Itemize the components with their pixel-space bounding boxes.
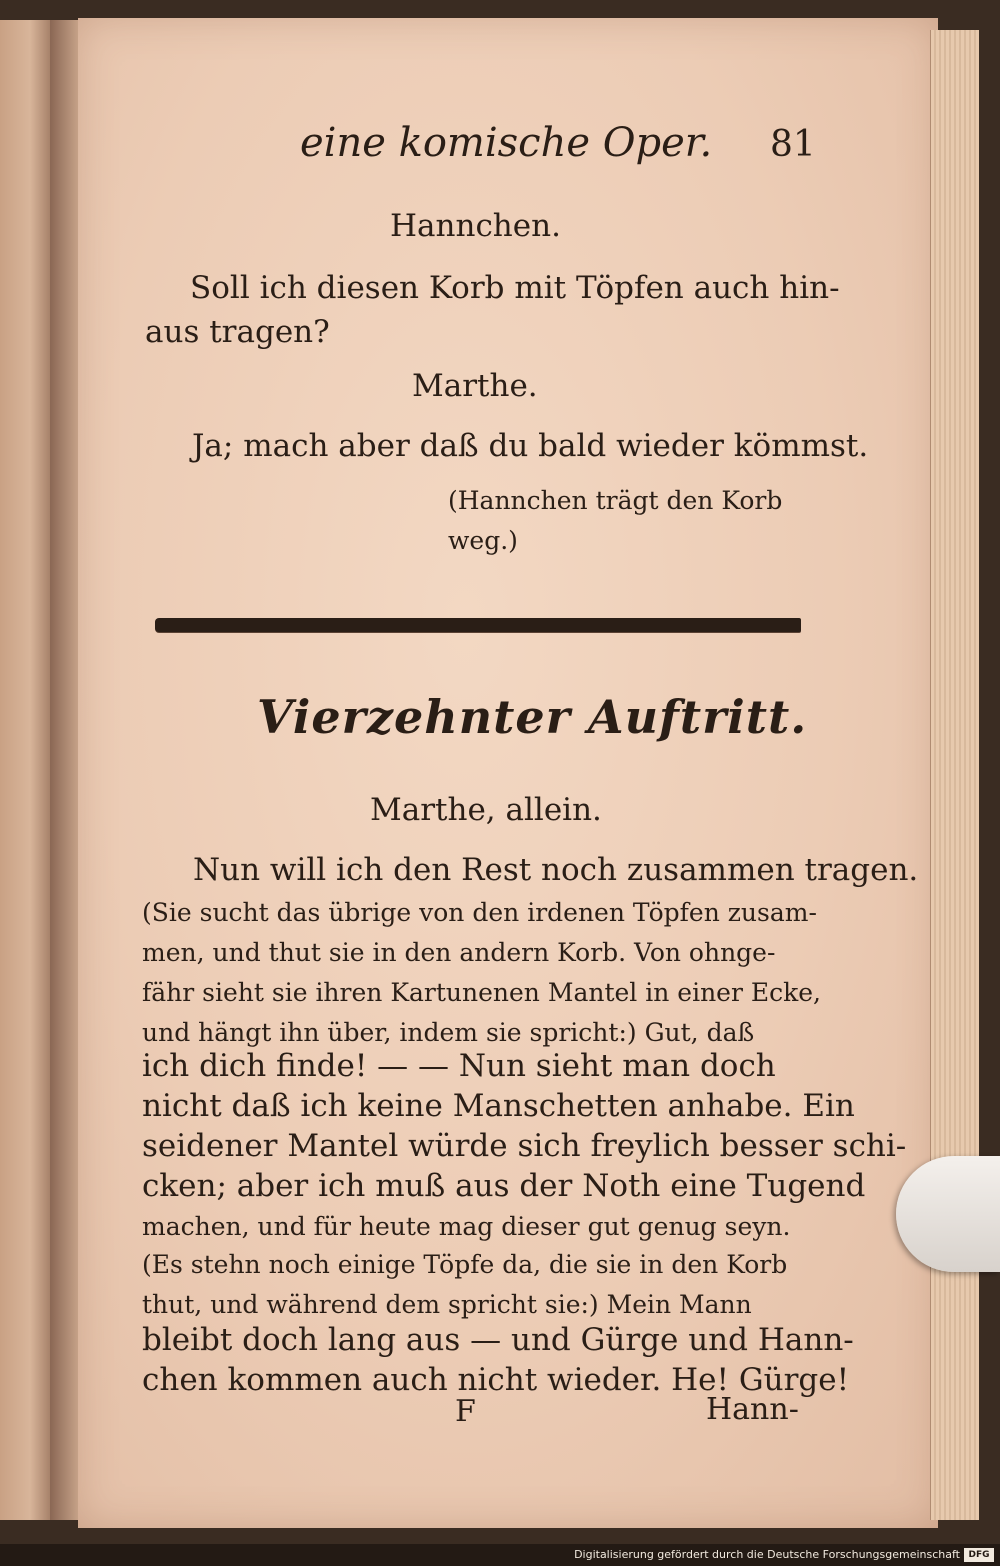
text-line: ich dich finde! — — Nun sieht man doch	[142, 1048, 776, 1084]
text-line: Nun will ich den Rest noch zusammen tragen.	[193, 852, 919, 888]
text-line: bleibt doch lang aus — und Gürge und Hann-	[142, 1322, 854, 1358]
text-line: men, und thut sie in den andern Korb. Von ohnge-	[142, 938, 776, 967]
scene-title: Vierzehnter Auftritt.	[257, 690, 808, 744]
footer-credit: Digitalisierung gefördert durch die Deutsche Forschungsgemeinschaft	[574, 1548, 960, 1561]
text-line: seidener Mantel würde sich freylich besser schi-	[142, 1128, 907, 1164]
text-line: nicht daß ich keine Manschetten anhabe. Ein	[142, 1088, 855, 1124]
dialogue-line: Ja; mach aber daß du bald wieder kömmst.	[192, 428, 869, 464]
page-clip	[896, 1156, 1000, 1272]
stage-direction: weg.)	[448, 526, 518, 555]
text-line: cken; aber ich muß aus der Noth eine Tugend	[142, 1168, 866, 1204]
text-line: machen, und für heute mag dieser gut genug seyn.	[142, 1212, 791, 1241]
left-page-edge	[0, 20, 52, 1520]
page-stack-edges	[930, 30, 979, 1520]
page-number: 81	[770, 124, 816, 165]
text-line: und hängt ihn über, indem sie spricht:) Gut, daß	[142, 1018, 755, 1047]
speaker-hannchen: Hannchen.	[390, 208, 561, 244]
text-line: chen kommen auch nicht wieder. He! Gürge!	[142, 1362, 850, 1398]
scene-subtitle: Marthe, allein.	[370, 792, 602, 828]
dialogue-line: Soll ich diesen Korb mit Töpfen auch hin-	[190, 270, 840, 306]
book-gutter	[50, 20, 80, 1520]
running-head: eine komische Oper.	[300, 120, 713, 166]
dialogue-line: aus tragen?	[145, 314, 330, 350]
text-line: fähr sieht sie ihren Kartunenen Mantel in einer Ecke,	[142, 978, 822, 1007]
text-line: (Sie sucht das übrige von den irdenen Töpfen zusam-	[142, 898, 817, 927]
speaker-marthe: Marthe.	[412, 368, 538, 404]
stage-direction: (Hannchen trägt den Korb	[448, 486, 783, 515]
ornamental-rule	[155, 618, 801, 632]
text-line: (Es stehn noch einige Töpfe da, die sie in den Korb	[142, 1250, 788, 1279]
signature-mark: F	[455, 1394, 476, 1429]
text-line: thut, und während dem spricht sie:) Mein Mann	[142, 1290, 752, 1319]
catchword: Hann-	[706, 1392, 799, 1427]
dfg-logo: DFG	[964, 1548, 994, 1562]
